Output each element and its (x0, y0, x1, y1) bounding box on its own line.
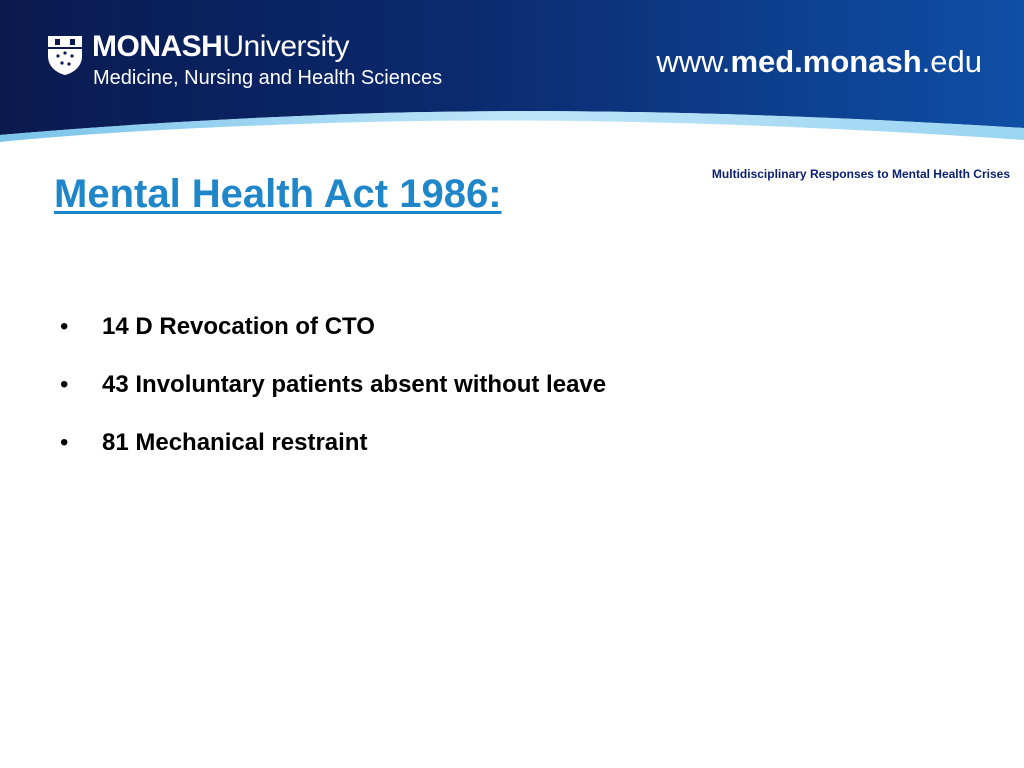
list-item-text: 43 Involuntary patients absent without leave (102, 371, 607, 398)
url-suffix: .edu (921, 44, 982, 79)
faculty-name: Medicine, Nursing and Health Sciences (93, 67, 443, 89)
monash-crest-icon (46, 34, 84, 76)
university-wordmark (92, 32, 349, 62)
website-url (656, 46, 982, 77)
slide-subtitle: Multidisciplinary Responses to Mental Health Crises (711, 167, 1010, 181)
list-item-text: 81 Mechanical restraint (102, 429, 368, 456)
list-item-text: 14 D Revocation of CTO (102, 313, 375, 340)
url-prefix: www. (656, 44, 731, 79)
url-domain: med.monash (730, 44, 922, 79)
brand-secondary: University (222, 30, 350, 63)
slide-title: Mental Health Act 1986: (54, 172, 502, 216)
bullet-marker: • (60, 371, 69, 398)
header-banner (0, 0, 1024, 150)
bullet-marker: • (60, 429, 69, 456)
brand-primary: MONASH (92, 30, 223, 63)
bullet-marker: • (60, 313, 69, 340)
